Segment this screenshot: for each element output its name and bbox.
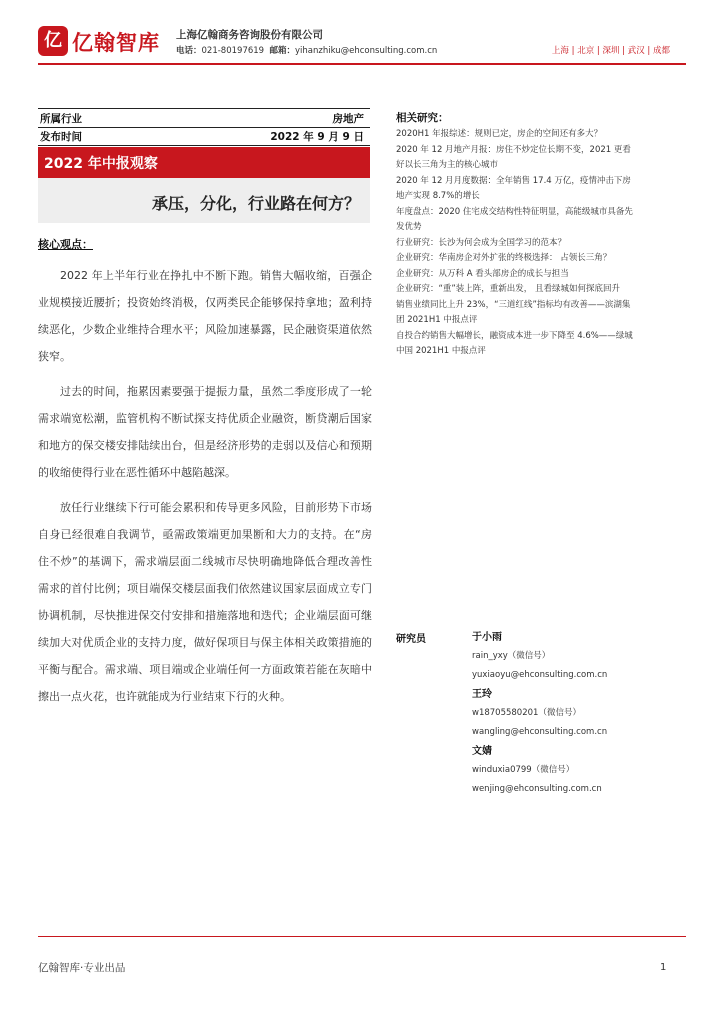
page-number: 1: [660, 962, 667, 973]
report-series: 2022 年中报观察: [44, 156, 158, 172]
analyst-wechat: w18705580201（微信号）: [472, 708, 581, 718]
related-item[interactable]: 销售业绩同比上升 23%，“三道红线”指标均有改善——滨湖集团 2021H1 中报点评: [396, 299, 631, 325]
body-paragraph: 放任行业继续下行可能会累积和传导更多风险，目前形势下市场自身已经很难自我调节，亟需政策端更加果断和大力的支持。在“房住不炒”的基调下，需求端层面二线城市尽快明确地降低合理改善性需求的首付比例；项目端保交楼层面我们依然建议国家层面成立专门协调机制，尽快推进保交付安排和措施落地和迭代；企业端层面可继续加大对优质企业的支持力度，做好保项目与保主体相关政策措施的平衡与配合。需求端、项目端或企业端任何一方面政策若能在灰暗中擦出一点火花，也许就能成为行业结束下行的火种。: [38, 501, 372, 703]
header-divider: [38, 63, 686, 65]
body-paragraph: 过去的时间，拖累因素要强于提振力量，虽然二季度形成了一轮需求端宽松潮，监管机构不断试探支持优质企业融资，断贷潮后国家和地方的保交楼安排陆续出台，但是经济形势的走弱以及信心和预期的收缩使得行业在恶性循环中越陷越深。: [38, 385, 372, 479]
analyst-email[interactable]: wenjing@ehconsulting.com.cn: [472, 784, 602, 794]
analyst-name: 于小雨: [472, 632, 502, 643]
analyst-label: 研究员: [396, 634, 426, 645]
date-row: [38, 127, 370, 146]
analyst-name: 文婧: [472, 746, 492, 757]
analyst-email[interactable]: wangling@ehconsulting.com.cn: [472, 727, 608, 737]
headline-box: [38, 178, 370, 223]
analyst-email[interactable]: yuxiaoyu@ehconsulting.com.cn: [472, 670, 608, 680]
industry-value: 房地产: [332, 113, 364, 125]
email-label: 邮箱：: [269, 46, 295, 56]
brand-name: 亿翰智库: [72, 31, 160, 55]
related-item[interactable]: 企业研究：从万科 A 看头部房企的成长与担当: [396, 268, 569, 279]
phone-label: 电话：: [176, 46, 202, 56]
analyst-list: [472, 628, 672, 799]
company-logo: [38, 26, 68, 56]
related-item[interactable]: 企业研究：“重”装上阵，重新出发， 且看绿城如何探底回升: [396, 284, 621, 294]
related-item[interactable]: 行业研究：长沙为何会成为全国学习的范本？: [396, 237, 567, 248]
email-address[interactable]: yihanzhiku@ehconsulting.com.cn: [295, 46, 438, 56]
related-research-title: 相关研究：: [396, 112, 449, 124]
related-item[interactable]: 2020 年 12 月月度数据：全年销售 17.4 万亿，疫情冲击下房地产实现 8.7%的增长: [396, 175, 631, 201]
industry-row: [38, 108, 370, 128]
footer-text: 亿翰智库·专业出品: [38, 962, 126, 974]
date-label: 发布时间: [40, 131, 82, 143]
related-item[interactable]: 2020 年 12 月地产月报：房住不炒定位长期不变，2021 更看好以长三角为主的核心城市: [396, 144, 631, 170]
related-research-list: [396, 127, 636, 360]
analyst-wechat: winduxia0799（微信号）: [472, 765, 575, 775]
related-item[interactable]: 年度盘点：2020 住宅成交结构性特征明显，高能级城市具备先发优势: [396, 206, 633, 232]
analyst-name: 王玲: [472, 689, 492, 700]
core-views-title: 核心观点：: [38, 238, 93, 251]
phone-number: 021-80197619: [201, 46, 265, 56]
related-item[interactable]: 2020H1 年报综述：规则已定，房企的空间还有多大？: [396, 129, 603, 139]
analyst-wechat: rain_yxy（微信号）: [472, 651, 551, 661]
logo-glyph: 亿: [44, 30, 62, 51]
date-value: 2022 年 9 月 9 日: [270, 131, 364, 143]
industry-label: 所属行业: [40, 113, 82, 125]
company-name: 上海亿翰商务咨询股份有限公司: [176, 29, 323, 41]
related-item[interactable]: 企业研究：华南房企对外扩张的终极选择： 占领长三角？: [396, 253, 612, 263]
body-paragraph: 2022 年上半年行业在挣扎中不断下跑。销售大幅收缩，百强企业规模接近腰折；投资始终消极，仅两类民企能够保持拿地；盈利持续恶化，少数企业维持合理水平；风险加速暴露，民企融资渠道依然狭窄。: [38, 269, 372, 363]
report-headline: 承压，分化，行业路在何方？: [151, 194, 360, 213]
contact-line: [176, 44, 437, 56]
report-series-banner: [38, 147, 370, 178]
related-item[interactable]: 自投合约销售大幅增长，融资成本进一步下降至 4.6%——绿城中国 2021H1 中报点评: [396, 330, 633, 356]
core-views-body: [38, 262, 372, 710]
office-cities: 上海 | 北京 | 深圳 | 武汉 | 成都: [551, 46, 670, 56]
footer-divider: [38, 936, 686, 937]
